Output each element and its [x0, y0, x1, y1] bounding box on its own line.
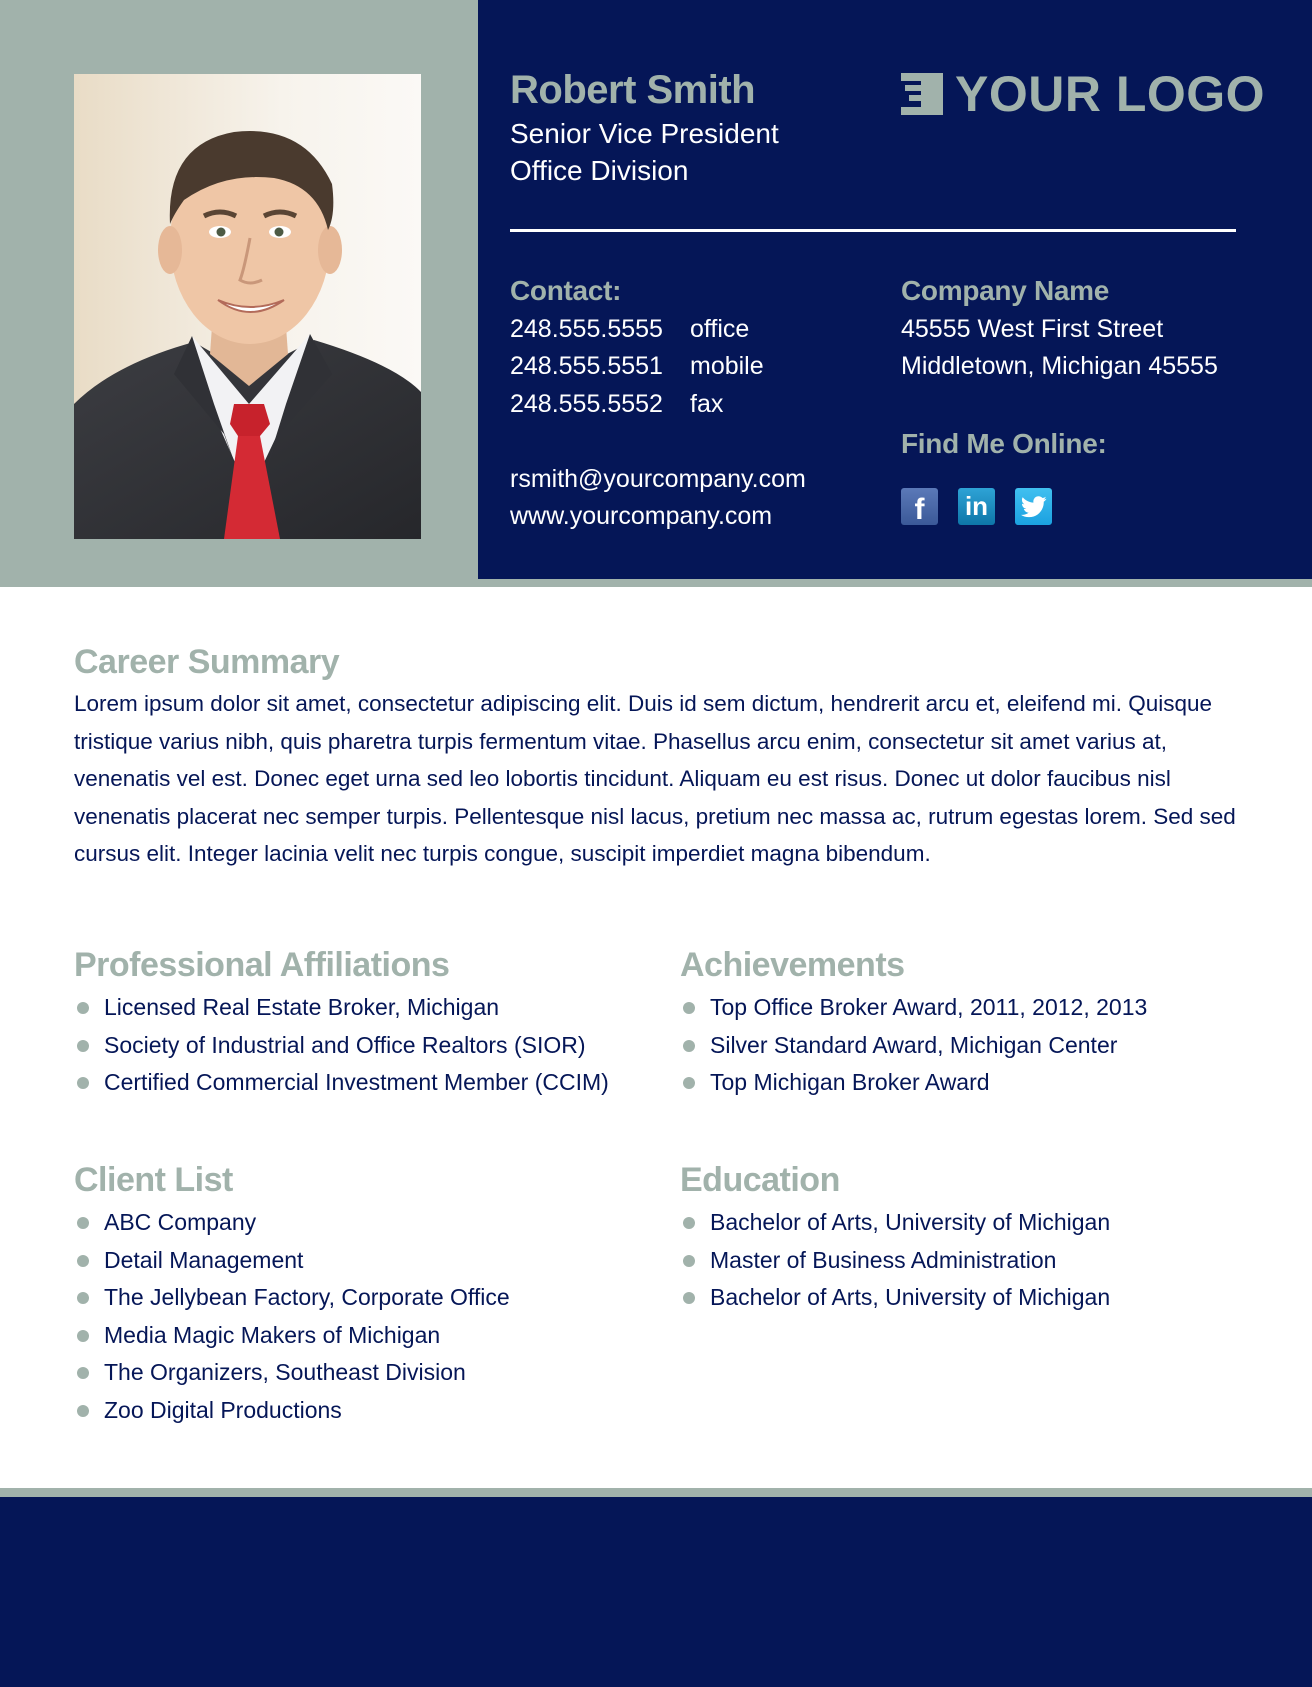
- phone-row: [510, 386, 723, 422]
- list-item: Master of Business Administration: [680, 1242, 1110, 1280]
- profile-photo: [74, 74, 421, 539]
- phone-type: fax: [690, 390, 724, 418]
- email-link[interactable]: rsmith@yourcompany.com: [510, 465, 806, 493]
- company-logo: [901, 66, 1265, 122]
- list-item: Certified Commercial Investment Member (CCIM): [74, 1064, 609, 1102]
- social-links: [901, 488, 1052, 525]
- phone-number[interactable]: 248.555.5555: [510, 315, 663, 343]
- career-summary-heading: Career Summary: [74, 643, 340, 681]
- list-item: Zoo Digital Productions: [74, 1392, 510, 1430]
- footer-accent-strip: [0, 1488, 1312, 1497]
- website-link[interactable]: www.yourcompany.com: [510, 502, 773, 530]
- portrait-illustration: [74, 74, 421, 539]
- company-name: Company Name: [901, 275, 1110, 306]
- education-list: [680, 1204, 1110, 1317]
- phone-row: [510, 311, 749, 347]
- career-summary-text: Lorem ipsum dolor sit amet, consectetur adipiscing elit. Duis id sem dictum, hendrerit arcu et, eleifend mi. Quisque tristique varius nibh, quis pharetra turpis fermentum vitae. Phasellus arcu enim, consectetur sit amet varius at, venenatis vel est. Donec eget urna sed leo lobortis tincidunt. Aliquam eu est risus. Donec ut dolor faucibus nisl venenatis placerat nec semper turpis. Pellentesque nisl lacus, pretium nec massa ac, rutrum egestas lorem. Sed sed cursus elit. Integer lacinia velit nec turpis congue, suscipit imperdiet magna bibendum.: [74, 691, 1236, 866]
- facebook-icon[interactable]: f: [901, 488, 938, 525]
- phone-type: mobile: [690, 352, 764, 380]
- list-item: The Jellybean Factory, Corporate Office: [74, 1279, 510, 1317]
- phone-type: office: [690, 315, 750, 343]
- education-heading: Education: [680, 1161, 840, 1199]
- list-item: ABC Company: [74, 1204, 510, 1242]
- person-name: Robert Smith: [510, 68, 756, 112]
- list-item: Licensed Real Estate Broker, Michigan: [74, 989, 609, 1027]
- division-name: Office Division: [510, 155, 689, 186]
- footer-band: [0, 1497, 1312, 1687]
- client-list: [74, 1204, 510, 1429]
- list-item: Silver Standard Award, Michigan Center: [680, 1027, 1147, 1065]
- header-divider: [510, 229, 1236, 232]
- phone-row: [510, 348, 764, 384]
- logo-text: YOUR LOGO: [955, 66, 1266, 122]
- list-item: The Organizers, Southeast Division: [74, 1354, 510, 1392]
- achievements-list: [680, 989, 1147, 1102]
- phone-number[interactable]: 248.555.5551: [510, 352, 663, 380]
- affiliations-heading: Professional Affiliations: [74, 946, 450, 984]
- list-item: Bachelor of Arts, University of Michigan: [680, 1279, 1110, 1317]
- company-street: 45555 West First Street: [901, 315, 1164, 343]
- list-item: Top Office Broker Award, 2011, 2012, 2013: [680, 989, 1147, 1027]
- company-city: Middletown, Michigan 45555: [901, 352, 1218, 380]
- contact-heading: Contact:: [510, 275, 622, 306]
- twitter-icon[interactable]: [1015, 488, 1052, 525]
- logo-mark-icon: [901, 73, 943, 115]
- achievements-heading: Achievements: [680, 946, 905, 984]
- list-item: Bachelor of Arts, University of Michigan: [680, 1204, 1110, 1242]
- phone-number[interactable]: 248.555.5552: [510, 390, 663, 418]
- find-me-online-heading: Find Me Online:: [901, 428, 1107, 459]
- list-item: Top Michigan Broker Award: [680, 1064, 1147, 1102]
- list-item: Society of Industrial and Office Realtors (SIOR): [74, 1027, 609, 1065]
- list-item: Media Magic Makers of Michigan: [74, 1317, 510, 1355]
- header-accent-strip: [478, 579, 1312, 587]
- twitter-bird-glyph: [1021, 496, 1047, 518]
- list-item: Detail Management: [74, 1242, 510, 1280]
- client-list-heading: Client List: [74, 1161, 233, 1199]
- affiliations-list: [74, 989, 609, 1102]
- linkedin-icon[interactable]: in: [958, 488, 995, 525]
- job-title: Senior Vice President: [510, 118, 779, 149]
